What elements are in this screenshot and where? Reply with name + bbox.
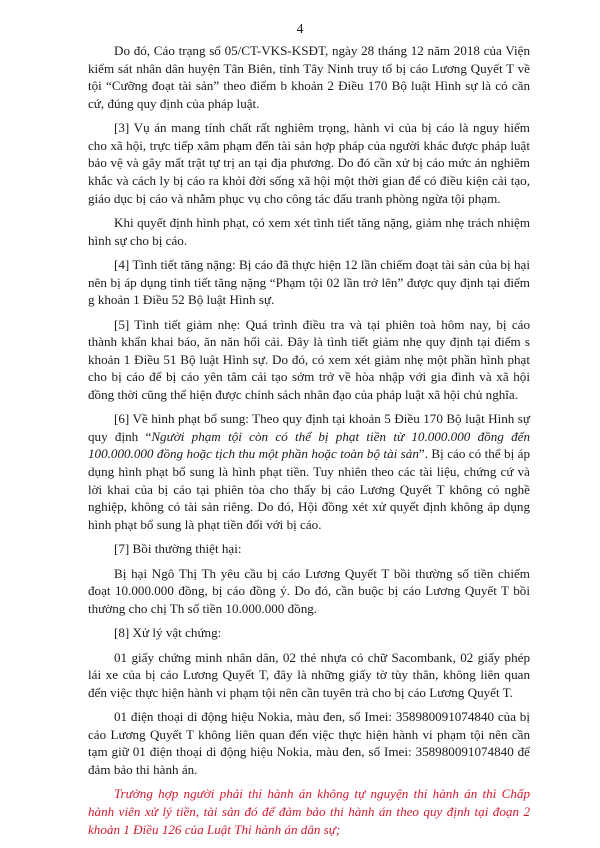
paragraph-sentencing-intro: Khi quyết định hình phạt, có xem xét tình tiết tăng nặng, giảm nhẹ trách nhiệm hình sự cho bị cáo.: [88, 214, 530, 248]
additional-penalty-lead: [6] Về hình phạt bổ sung: Theo quy định tại khoản 5 Điều 170 Bộ luật Hình sự quy định “: [88, 411, 530, 444]
paragraph-enforcement-note: Trường hợp người phải thi hành án không tự nguyện thi hành án thì Chấp hành viên xử lý tiền, tài sản đó để đảm bảo thi hành án theo quy định tại đoạn 2 khoản 1 Điều 126 của Luật Thi hành án dân sự;: [88, 786, 530, 837]
document-body: [88, 42, 530, 845]
statute-quote: Người phạm tội còn có thể bị phạt tiền từ 10.000.000 đồng đến 100.000.000 đồng hoặc tịch thu một phần hoặc toàn bộ tài sản: [88, 428, 530, 462]
paragraph-aggravating: [4] Tình tiết tăng nặng: Bị cáo đã thực hiện 12 lần chiếm đoạt tài sản của bị hại nên bị áp dụng tình tiết tăng nặng “Phạm tội 02 lần trở lên” được quy định tại điểm g khoản 1 Điều 52 Bộ luật Hình sự.: [88, 256, 530, 308]
paragraph-compensation: Bị hại Ngô Thị Th yêu cầu bị cáo Lương Quyết T bồi thường số tiền chiếm đoạt 10.000.000 đồng, bị cáo đồng ý. Do đó, cần buộc bị cáo Lương Quyết T bồi thường cho chị Th số tiền 10.000.000 đồng.: [88, 565, 530, 616]
heading-evidence: [8] Xử lý vật chứng:: [114, 625, 222, 641]
heading-compensation: [7] Bồi thường thiệt hại:: [114, 541, 242, 557]
paragraph-indictment: Do đó, Cáo trạng số 05/CT-VKS-KSĐT, ngày 28 tháng 12 năm 2018 của Viện kiểm sát nhân dân huyện Tân Biên, tỉnh Tây Ninh truy tố bị cáo Lương Quyết T về tội “Cưỡng đoạt tài sản” theo điểm b khoản 2 Điều 170 Bộ luật Hình sự là có căn cứ, đúng quy định của pháp luật.: [88, 43, 530, 111]
paragraph-evidence-documents: 01 giấy chứng minh nhân dân, 02 thẻ nhựa có chữ Sacombank, 02 giấy phép lái xe của bị cáo Lương Quyết T, đây là những giấy tờ tùy thân, không liên quan đến việc thực hiện hành vi phạm tội nên cần tuyên trả cho bị cáo Lương Quyết T.: [88, 649, 530, 700]
paragraph-case-severity: [3] Vụ án mang tính chất rất nghiêm trọng, hành vi của bị cáo là nguy hiểm cho xã hội, trực tiếp xâm phạm đến tài sản hợp pháp của người khác được pháp luật bảo vệ và gây mất trật tự trị an tại địa phương. Do đó cần xử bị cáo mức án nghiêm khắc và cách ly bị cáo ra khỏi đời sống xã hội một thời gian để có điều kiện cải tạo, giáo dục bị cáo và nhằm phục vụ cho công tác đấu tranh phòng ngừa tội phạm.: [88, 120, 530, 206]
page-number: 4: [296, 21, 304, 36]
additional-penalty-tail: ”. Bị cáo có thể bị áp dụng hình phạt bổ sung là hình phạt tiền. Tuy nhiên theo các tài liệu, chứng cứ và lời khai của bị cáo tại phiên tòa cho thấy bị cáo Lương Quyết T không có nghề nghiệp, không có tài sản riêng. Do đó, Hội đồng xét xử quyết định không áp dụng hình phạt bổ sung là phạt tiền đối với bị cáo.: [88, 446, 530, 532]
paragraph-additional-penalty: [88, 410, 530, 533]
paragraph-mitigating: [5] Tình tiết giảm nhẹ: Quá trình điều tra và tại phiên toà hôm nay, bị cáo thành khẩn khai báo, ăn năn hối cải. Đây là tình tiết giảm nhẹ quy định tại điểm s khoản 1 Điều 51 Bộ luật Hình sự. Do đó, có xem xét giảm nhẹ một phần hình phạt cho bị cáo để bị cáo yên tâm cải tạo sớm trở về hòa nhập với gia đình và xã hội đồng thời cũng thể hiện được chính sách nhân đạo của pháp luật xã hội chủ nghĩa.: [88, 316, 530, 402]
paragraph-evidence-phone: 01 điện thoại di động hiệu Nokia, màu đen, số Imei: 358980091074840 của bị cáo Lương Quyết T không liên quan đến việc thực hiện hành vi phạm tội nên cần tạm giữ 01 điện thoại di động hiệu Nokia, màu đen, số Imei: 358980091074840 để đảm bảo thi hành án.: [88, 709, 530, 777]
